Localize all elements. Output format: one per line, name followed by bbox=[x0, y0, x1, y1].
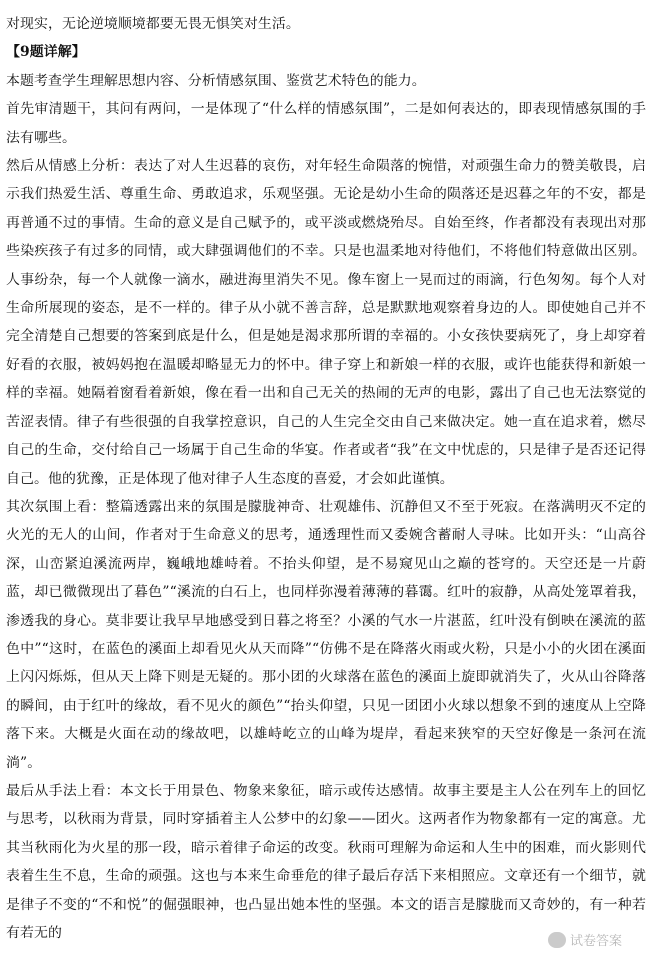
watermark-text: 试卷答案 bbox=[569, 934, 622, 949]
paragraph-atmosphere-analysis: 其次氛围上看：整篇透露出来的氛围是朦胧神奇、壮观雄伟、沉静但又不至于死寂。在落满明灭不定的火光的无人的山间，作者对于生命意义的思考，通透理性而又委婉含蓄耐人寻味。比如开头：“山高谷深，山峦紧迫溪流两岸，巍峨地雄峙着。不抬头仰望，是不易窥见山之巅的苍穹的。天空还是一片蔚蓝，却已微微现出了暮色”“溪流的白石上，也同样弥漫着薄薄的暮霭。红叶的寂静，从高处笼罩着我，渗透我的身心。莫非要让我早早地感受到日暮之将至？小溪的气水一片湛蓝，红叶没有倒映在溪流的蓝色中”“这时，在蓝色的溪面上却看见火从天而降”“仿佛不是在降落火雨或火粉，只是小小的火团在溪面上闪闪烁烁，但从天上降下则是无疑的。那小团的火球落在蓝色的溪面上旋即就消失了，火从山谷降落的瞬间，由于红叶的缘故，看不见火的颜色”“抬头仰望，只见一团团小火球以想象不到的速度从上空降落下来。大概是火面在动的缘故吧，以雄峙屹立的山峰为堤岸，看起来狭窄的天空好像是一条河在流淌”。 bbox=[6, 498, 646, 771]
paragraph-question-scope: 本题考查学生理解思想内容、分析情感氛围、鉴赏艺术特色的能力。 bbox=[6, 72, 426, 89]
document-body bbox=[6, 10, 646, 947]
section-heading: 【9题详解】 bbox=[6, 44, 86, 61]
watermark bbox=[548, 930, 622, 949]
paragraph-technique-analysis: 最后从手法上看：本文长于用景色、物象来象征，暗示或传达感情。故事主要是主人公在列车上的回忆与思考，以秋雨为背景，同时穿插着主人公梦中的幻象——团火。这两者作为物象都有一定的寓意。尤其当秋雨化为火星的那一段，暗示着律子命运的改变。秋雨可理解为命运和人生中的困难，而火影则代表着生生不息，生命的顽强。这也与本来生命垂危的律子最后存活下来相照应。文章还有一个细节，就是律子不变的“不和悦”的倔强眼神，也凸显出她本性的坚强。本文的语言是朦胧而又奇妙的，有一种若有若无的 bbox=[6, 782, 646, 941]
paragraph-emotion-analysis: 然后从情感上分析：表达了对人生迟暮的哀伤，对年轻生命陨落的惋惜，对顽强生命力的赞美敬畏，启示我们热爱生活、尊重生命、勇敢追求，乐观坚强。无论是幼小生命的陨落还是迟暮之年的不安，都是再普通不过的事情。生命的意义是自己赋予的，或平淡或燃烧殆尽。自始至终，作者都没有表现出对那些染疾孩子有过多的同情，或大肆强调他们的不幸。只是也温柔地对待他们，不将他们特意做出区别。人事纷杂，每一个人就像一滴水，融进海里消失不见。像车窗上一晃而过的雨滴，行色匆匆。每个人对生命所展现的姿态，是不一样的。律子从小就不善言辞，总是默默地观察着身边的人。即使她自己并不完全清楚自己想要的答案到底是什么，但是她是渴求那所谓的幸福的。小女孩快要病死了，身上却穿着好看的衣服，被妈妈抱在温暖却略显无力的怀中。律子穿上和新娘一样的衣服，或许也能获得和新娘一样的幸福。她隔着窗看着新娘，像在看一出和自己无关的热闹的无声的电影，露出了自己也无法察觉的苦涩表情。律子有些很强的自我掌控意识，自己的人生完全交由自己来做决定。她一直在追求着，燃尽自己的生命，交付给自己一场属于自己生命的华宴。作者或者“我”在文中忧虑的，只是律子是否还记得自己。他的犹豫，正是体现了他对律子人生态度的喜爱，才会如此谨慎。 bbox=[6, 158, 646, 487]
paragraph-question-analysis: 首先审清题干，其问有两问，一是体现了“什么样的情感氛围”，二是如何表达的，即表现情感氛围的手法有哪些。 bbox=[6, 101, 646, 146]
paragraph-intro-line: 对现实，无论逆境顺境都要无畏无惧笑对生活。 bbox=[6, 16, 300, 32]
wechat-icon bbox=[548, 932, 566, 948]
